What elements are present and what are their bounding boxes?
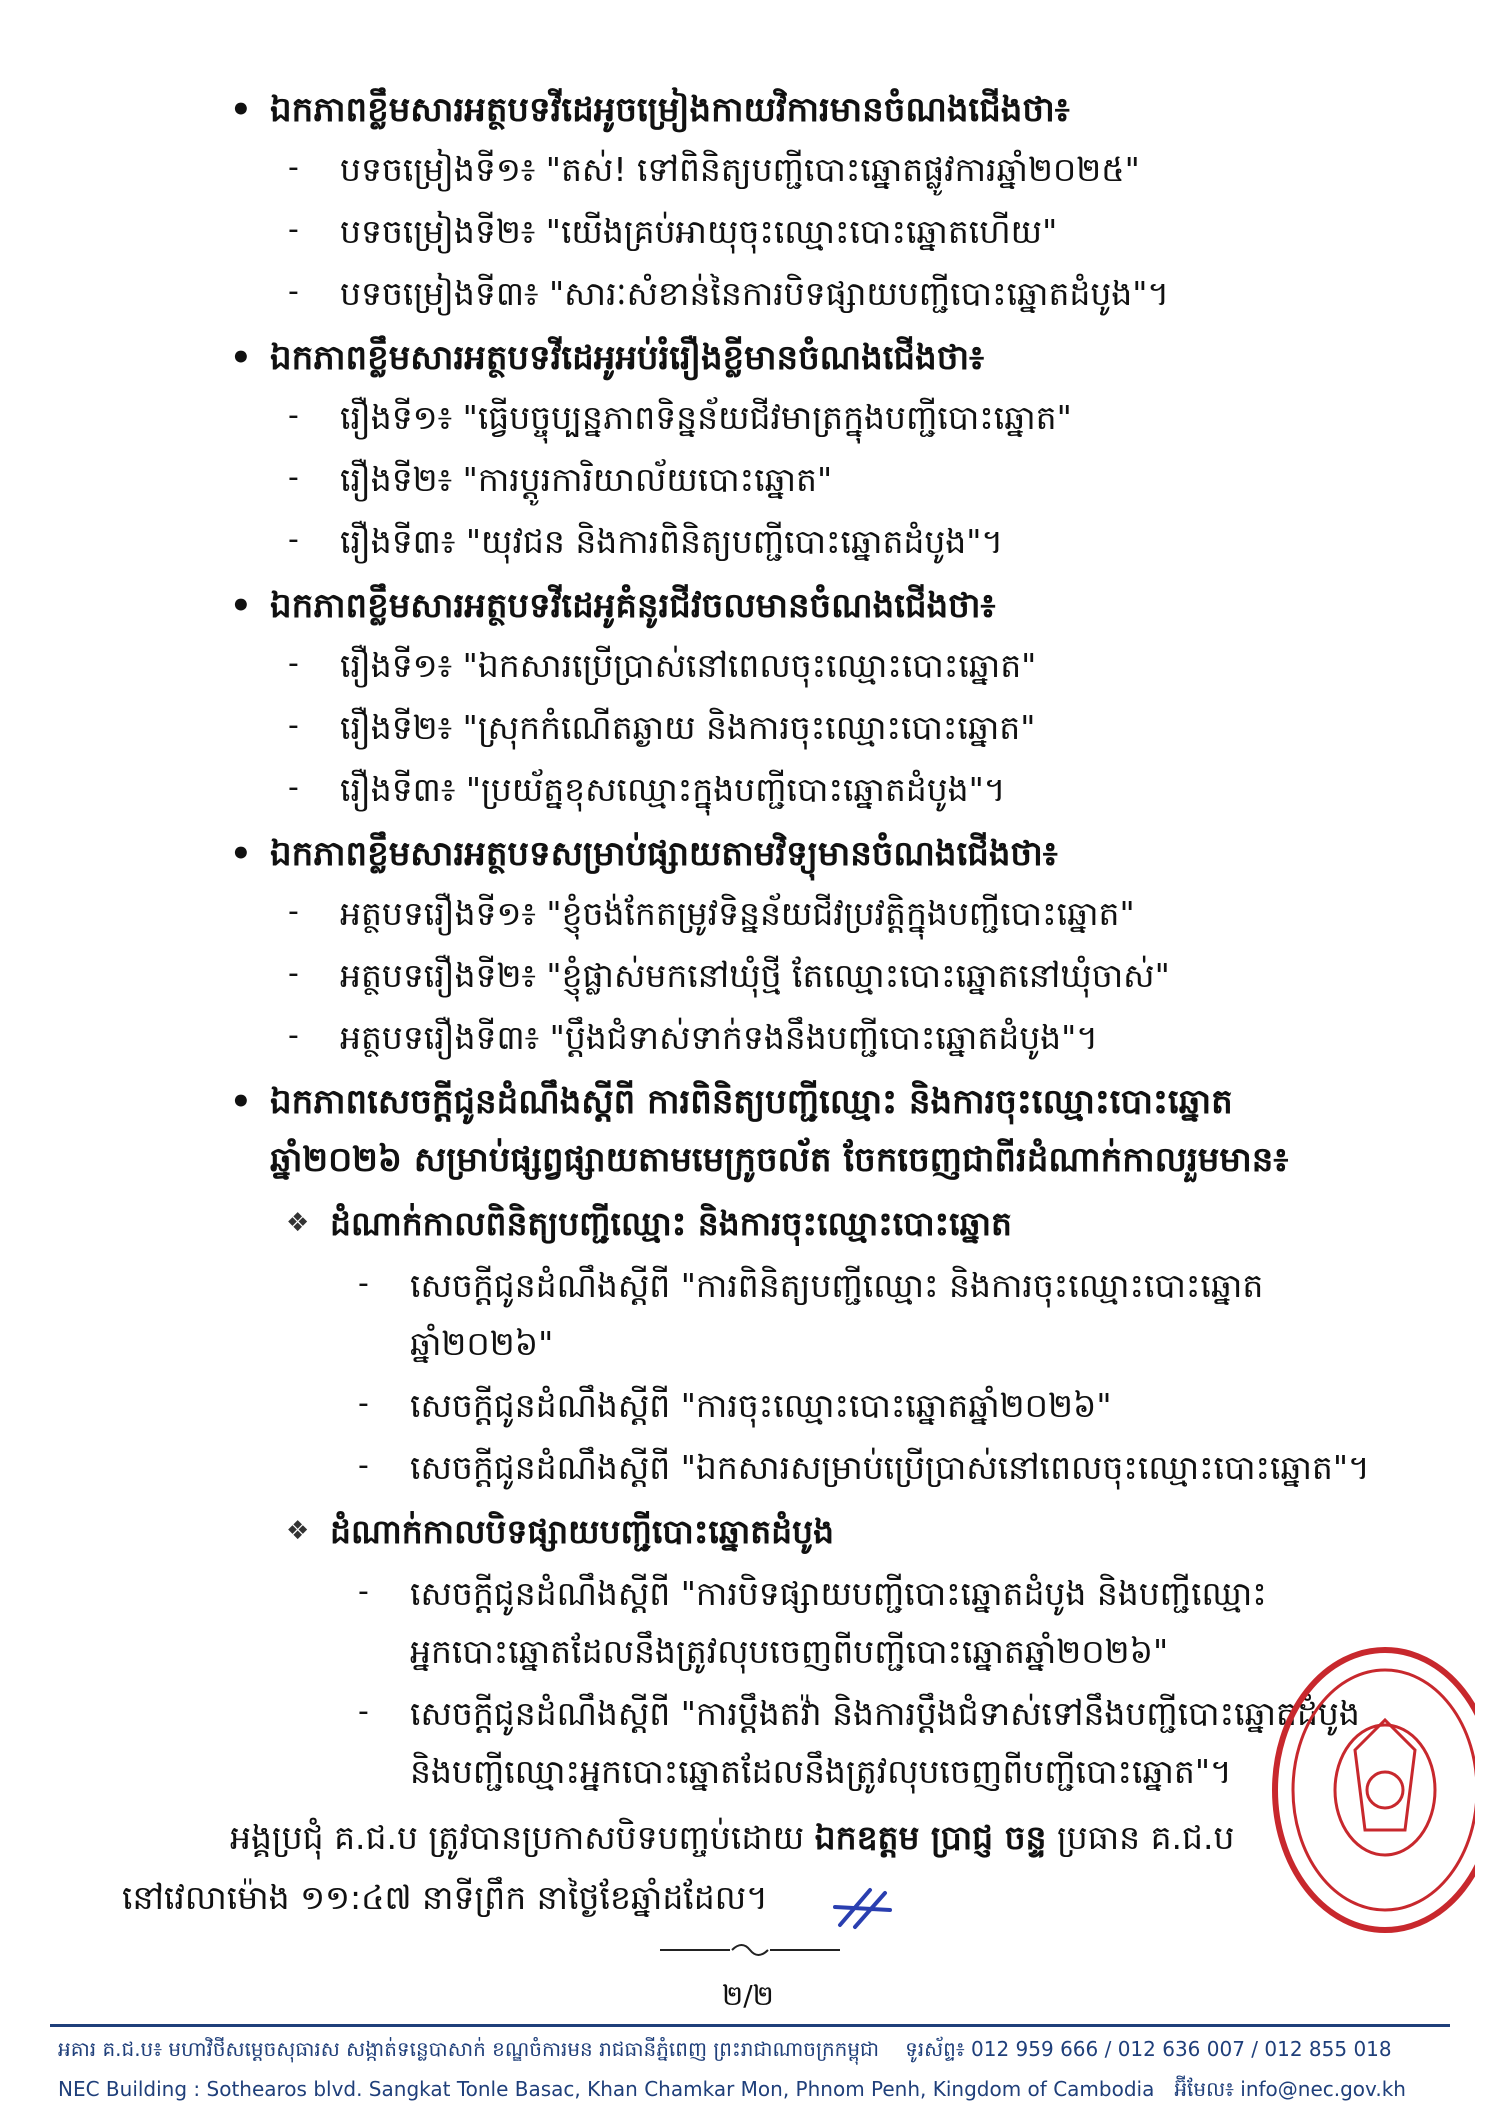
list-item: - រឿងទី១៖ "ធ្វើបច្ចុប្បន្នភាពទិន្នន័យជីវមាត្រក្នុងបញ្ជីបោះឆ្នោត" (288, 398, 1072, 437)
dash-icon: - (288, 646, 299, 681)
closing-line-1: អង្គប្រជុំ គ.ជ.ប ត្រូវបានប្រកាសបិទបញ្ចប់ដោយ ឯកឧត្តម ប្រាជ្ញ ចន្ទ ប្រធាន គ.ជ.ប (230, 1818, 1235, 1857)
list-item: - រឿងទី១៖ "ឯកសារប្រើប្រាស់នៅពេលចុះឈ្មោះបោះឆ្នោត" (288, 646, 1037, 685)
list-item: - អត្ថបទរឿងទី២៖ "ខ្ញុំផ្លាស់មកនៅឃុំថ្មី តែឈ្មោះបោះឆ្នោតនៅឃុំចាស់" (288, 956, 1170, 995)
ornament-divider-icon (660, 1940, 840, 1960)
section-heading: • ឯកភាពខ្លឹមសារអត្ថបទវីដេអូគំនូរជីវចលមានចំណងជើងថា៖ (230, 586, 996, 626)
footer-rule (50, 2024, 1450, 2027)
dash-icon: - (288, 894, 299, 929)
dash-icon: - (288, 1018, 299, 1053)
dash-icon: - (358, 1386, 369, 1421)
dash-icon: - (288, 956, 299, 991)
diamond-bullet-icon: ❖ (286, 1516, 310, 1546)
bullet-icon: • (230, 338, 252, 378)
list-item: - រឿងទី២៖ "ការប្តូរការិយាល័យបោះឆ្នោត" (288, 460, 833, 499)
dash-icon: - (288, 212, 299, 247)
bullet-icon: • (230, 586, 252, 626)
footer-phone: ទូរស័ព្ទ៖ 012 959 666 / 012 636 007 / 012 855 018 (905, 2037, 1392, 2061)
list-item: - រឿងទី៣៖ "ប្រយ័ត្នខុសឈ្មោះក្នុងបញ្ជីបោះឆ្នោតដំបូង"។ (288, 770, 1006, 809)
dash-icon: - (288, 150, 299, 185)
footer-address-kh: អគារ គ.ជ.ប៖ មហាវិថីសម្តេចសុធារស សង្កាត់ទន្លេបាសាក់ ខណ្ឌចំការមន រាជធានីភ្នំពេញ ព្រះរាជាណាចក្រកម្ពុជា ទូរស័ព្ទ៖ 012 959 666 / 012 636 007 / 012 855 018 (58, 2037, 1392, 2061)
dash-icon: - (358, 1574, 369, 1609)
dash-icon: - (288, 460, 299, 495)
dash-icon: - (358, 1448, 369, 1483)
list-item-continued: អ្នកបោះឆ្នោតដែលនឹងត្រូវលុបចេញពីបញ្ជីបោះឆ្នោតឆ្នាំ២០២៦" (410, 1632, 1169, 1671)
diamond-bullet-icon: ❖ (286, 1208, 310, 1238)
dash-icon: - (358, 1694, 369, 1729)
closing-line-2: នៅវេលាម៉ោង ១១:៤៧ នាទីព្រឹក នាថ្ងៃខែឆ្នាំដដែល។ (122, 1878, 768, 1917)
list-item: - អត្ថបទរឿងទី១៖ "ខ្ញុំចង់កែតម្រូវទិន្នន័យជីវប្រវត្តិក្នុងបញ្ជីបោះឆ្នោត" (288, 894, 1135, 933)
list-item-continued: ឆ្នាំ២០២៦" (410, 1324, 554, 1363)
phase-title: ❖ ដំណាក់កាលបិទផ្សាយបញ្ជីបោះឆ្នោតដំបូង (286, 1512, 835, 1551)
bullet-icon: • (230, 1082, 252, 1122)
page-number: ២/២ (722, 1979, 774, 2012)
list-item: - រឿងទី៣៖ "យុវជន និងការពិនិត្យបញ្ជីបោះឆ្នោតដំបូង"។ (288, 522, 1004, 561)
dash-icon: - (288, 398, 299, 433)
list-item: - សេចក្តីជូនដំណឹងស្តីពី "ការចុះឈ្មោះបោះឆ្នោតឆ្នាំ២០២៦" (358, 1386, 1112, 1425)
official-seal-icon (1255, 1640, 1475, 1940)
list-item: - បទចម្រៀងទី១៖ "តស់! ទៅពិនិត្យបញ្ជីបោះឆ្នោតផ្លូវការឆ្នាំ២០២៥" (288, 150, 1140, 189)
signature-initial-icon (830, 1885, 900, 1935)
list-item: - សេចក្តីជូនដំណឹងស្តីពី "ការប្តឹងតវ៉ា និងការប្តឹងជំទាស់ទៅនឹងបញ្ជីបោះឆ្នោតដំបូង (358, 1694, 1360, 1733)
list-item: - សេចក្តីជូនដំណឹងស្តីពី "ឯកសារសម្រាប់ប្រើប្រាស់នៅពេលចុះឈ្មោះបោះឆ្នោត"។ (358, 1448, 1370, 1487)
dash-icon: - (358, 1266, 369, 1301)
list-item: - សេចក្តីជូនដំណឹងស្តីពី "ការបិទផ្សាយបញ្ជីបោះឆ្នោតដំបូង និងបញ្ជីឈ្មោះ (358, 1574, 1267, 1613)
list-item: - បទចម្រៀងទី២៖ "យើងគ្រប់អាយុចុះឈ្មោះបោះឆ្នោតហើយ" (288, 212, 1058, 251)
list-item-continued: និងបញ្ជីឈ្មោះអ្នកបោះឆ្នោតដែលនឹងត្រូវលុបចេញពីបញ្ជីបោះឆ្នោត"។ (410, 1752, 1232, 1791)
list-item: - រឿងទី២៖ "ស្រុកកំណើតឆ្ងាយ និងការចុះឈ្មោះបោះឆ្នោត" (288, 708, 1036, 747)
dash-icon: - (288, 708, 299, 743)
bullet-icon: • (230, 90, 252, 130)
chairman-name: ឯកឧត្តម ប្រាជ្ញ ចន្ទ (814, 1818, 1047, 1857)
dash-icon: - (288, 522, 299, 557)
dash-icon: - (288, 274, 299, 309)
list-item: - សេចក្តីជូនដំណឹងស្តីពី "ការពិនិត្យបញ្ជីឈ្មោះ និងការចុះឈ្មោះបោះឆ្នោត (358, 1266, 1264, 1305)
list-item: - បទចម្រៀងទី៣៖ "សារៈសំខាន់នៃការបិទផ្សាយបញ្ជីបោះឆ្នោតដំបូង"។ (288, 274, 1170, 313)
footer-address-en: NEC Building : Sothearos blvd. Sangkat Tonle Basac, Khan Chamkar Mon, Phnom Penh, Kingdom of Cambodia អ៊ីមែល៖ info@nec.gov.kh (58, 2077, 1406, 2101)
section-heading-continued: ឆ្នាំ២០២៦ សម្រាប់ផ្សព្វផ្សាយតាមមេក្រូចល័ត ចែកចេញជាពីរដំណាក់កាលរួមមាន៖ (270, 1140, 1289, 1180)
dash-icon: - (288, 770, 299, 805)
section-heading: • ឯកភាពសេចក្តីជូនដំណឹងស្តីពី ការពិនិត្យបញ្ជីឈ្មោះ និងការចុះឈ្មោះបោះឆ្នោត (230, 1082, 1233, 1122)
bullet-icon: • (230, 834, 252, 874)
section-heading: • ឯកភាពខ្លឹមសារអត្ថបទវីដេអូអប់រំរឿងខ្លីមានចំណងជើងថា៖ (230, 338, 985, 378)
section-heading: • ឯកភាពខ្លឹមសារអត្ថបទវីដេអូចម្រៀងកាយវិការមានចំណងជើងថា៖ (230, 90, 1070, 130)
phase-title: ❖ ដំណាក់កាលពិនិត្យបញ្ជីឈ្មោះ និងការចុះឈ្មោះបោះឆ្នោត (286, 1204, 1012, 1243)
section-heading: • ឯកភាពខ្លឹមសារអត្ថបទសម្រាប់ផ្សាយតាមវិទ្យុមានចំណងជើងថា៖ (230, 834, 1058, 874)
footer-email: អ៊ីមែល៖ info@nec.gov.kh (1174, 2077, 1406, 2101)
list-item: - អត្ថបទរឿងទី៣៖ "ប្តឹងជំទាស់ទាក់ទងនឹងបញ្ជីបោះឆ្នោតដំបូង"។ (288, 1018, 1099, 1057)
